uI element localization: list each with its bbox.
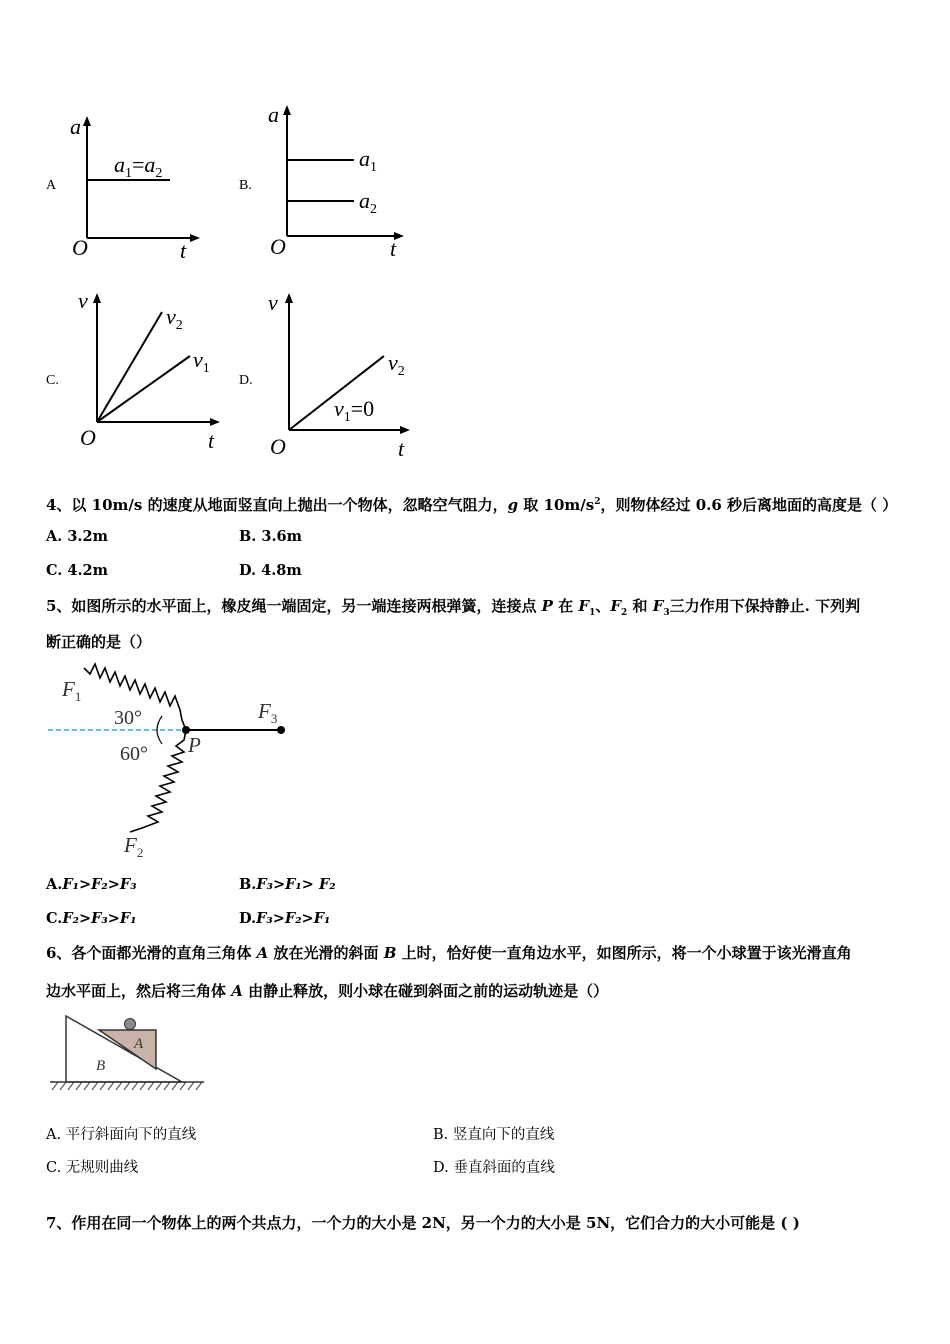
q5-figure-angle-30: 30° [114,707,142,729]
graph-d-origin: O [270,434,286,459]
q5-option-d[interactable]: D.F₃>F₂>F₁ [239,910,331,927]
q5-figure-p: P [188,733,201,757]
graph-c [70,284,240,459]
graph-d-line2-label: $v_1=0$ [334,396,375,425]
q4-option-c[interactable]: C. 4.2m [46,562,108,579]
q5-figure-angle-60: 60° [120,743,148,765]
q6-option-c[interactable]: C. 无规则曲线 [46,1160,139,1176]
graph-c-origin: O [80,425,96,450]
q5-option-c[interactable]: C.F₂>F₃>F₁ [46,910,137,927]
graph-option-d-label: D. [239,373,253,388]
q6-incline-figure [44,1012,209,1097]
graph-option-c-label: C. [46,373,59,388]
q6-figure-a: A [134,1036,144,1052]
graph-c-y-axis-label: v [78,288,88,313]
graph-a-y-axis-label: a [70,114,81,139]
graph-c-line2-label: $v_1$ [193,347,210,376]
q5-option-b[interactable]: B.F₃>F₁> F₂ [239,876,336,893]
q5-figure-f1: $F_1$ [62,677,82,704]
graph-d-y-axis-label: v [268,290,278,315]
q4-option-d[interactable]: D. 4.8m [239,562,302,579]
graph-b-y-axis-label: a [268,102,279,127]
graph-b-origin: O [270,234,286,259]
question-5-line-1: 5、如图所示的水平面上，橡皮绳一端固定，另一端连接两根弹簧，连接点 P 在 $F_1$、$F_2$ 和 $F_3$三力作用下保持静止. 下列判 [46,597,861,618]
q4-option-b[interactable]: B. 3.6m [239,528,302,545]
q5-spring-figure [44,660,304,860]
q5-option-a[interactable]: A.F₁>F₂>F₃ [46,876,137,893]
graph-a-x-axis-label: t [180,238,187,263]
graph-c-x-axis-label: t [208,428,215,453]
q6-option-b[interactable]: B. 竖直向下的直线 [433,1127,555,1143]
graph-b-line1-label: $a_1$ [359,146,377,175]
graph-b [262,98,422,268]
q6-option-a[interactable]: A. 平行斜面向下的直线 [46,1127,197,1143]
q5-figure-f3: $F_3$ [258,699,278,726]
question-6-line-1: 6、各个面都光滑的直角三角体 A 放在光滑的斜面 B 上时，恰好使一直角边水平，如图所示，将一个小球置于该光滑直角 [46,944,852,962]
question-4: 4、以 10m/s 的速度从地面竖直向上抛出一个物体，忽略空气阻力，g 取 $10m/s^2$，则物体经过 0.6 秒后离地面的高度是（ ） [46,496,898,514]
q5-figure-f2: $F_2$ [124,833,144,860]
graph-d-line1-label: $v_2$ [388,350,405,379]
q6-figure-b: B [96,1058,106,1074]
graph-b-x-axis-label: t [390,236,397,261]
question-5-line-2: 断正确的是（） [46,633,152,651]
graph-option-b-label: B. [239,178,252,193]
graph-b-line2-label: $a_2$ [359,188,377,217]
graph-a-origin: O [72,235,88,260]
question-7: 7、作用在同一个物体上的两个共点力，一个力的大小是 2N，另一个力的大小是 5N，它们合力的大小可能是 ( ) [46,1214,800,1232]
graph-c-line1-label: $v_2$ [166,304,183,333]
q4-option-a[interactable]: A. 3.2m [46,528,108,545]
graph-option-a-label: A [46,178,57,193]
graph-a-curve-label: $a_1=a_2$ [114,152,163,181]
question-6-line-2: 边水平面上，然后将三角体 A 由静止释放，则小球在碰到斜面之前的运动轨迹是（） [46,982,609,1000]
graph-a [62,110,212,270]
q6-option-d[interactable]: D. 垂直斜面的直线 [433,1160,555,1176]
graph-d [262,284,432,464]
graph-d-x-axis-label: t [398,436,405,461]
